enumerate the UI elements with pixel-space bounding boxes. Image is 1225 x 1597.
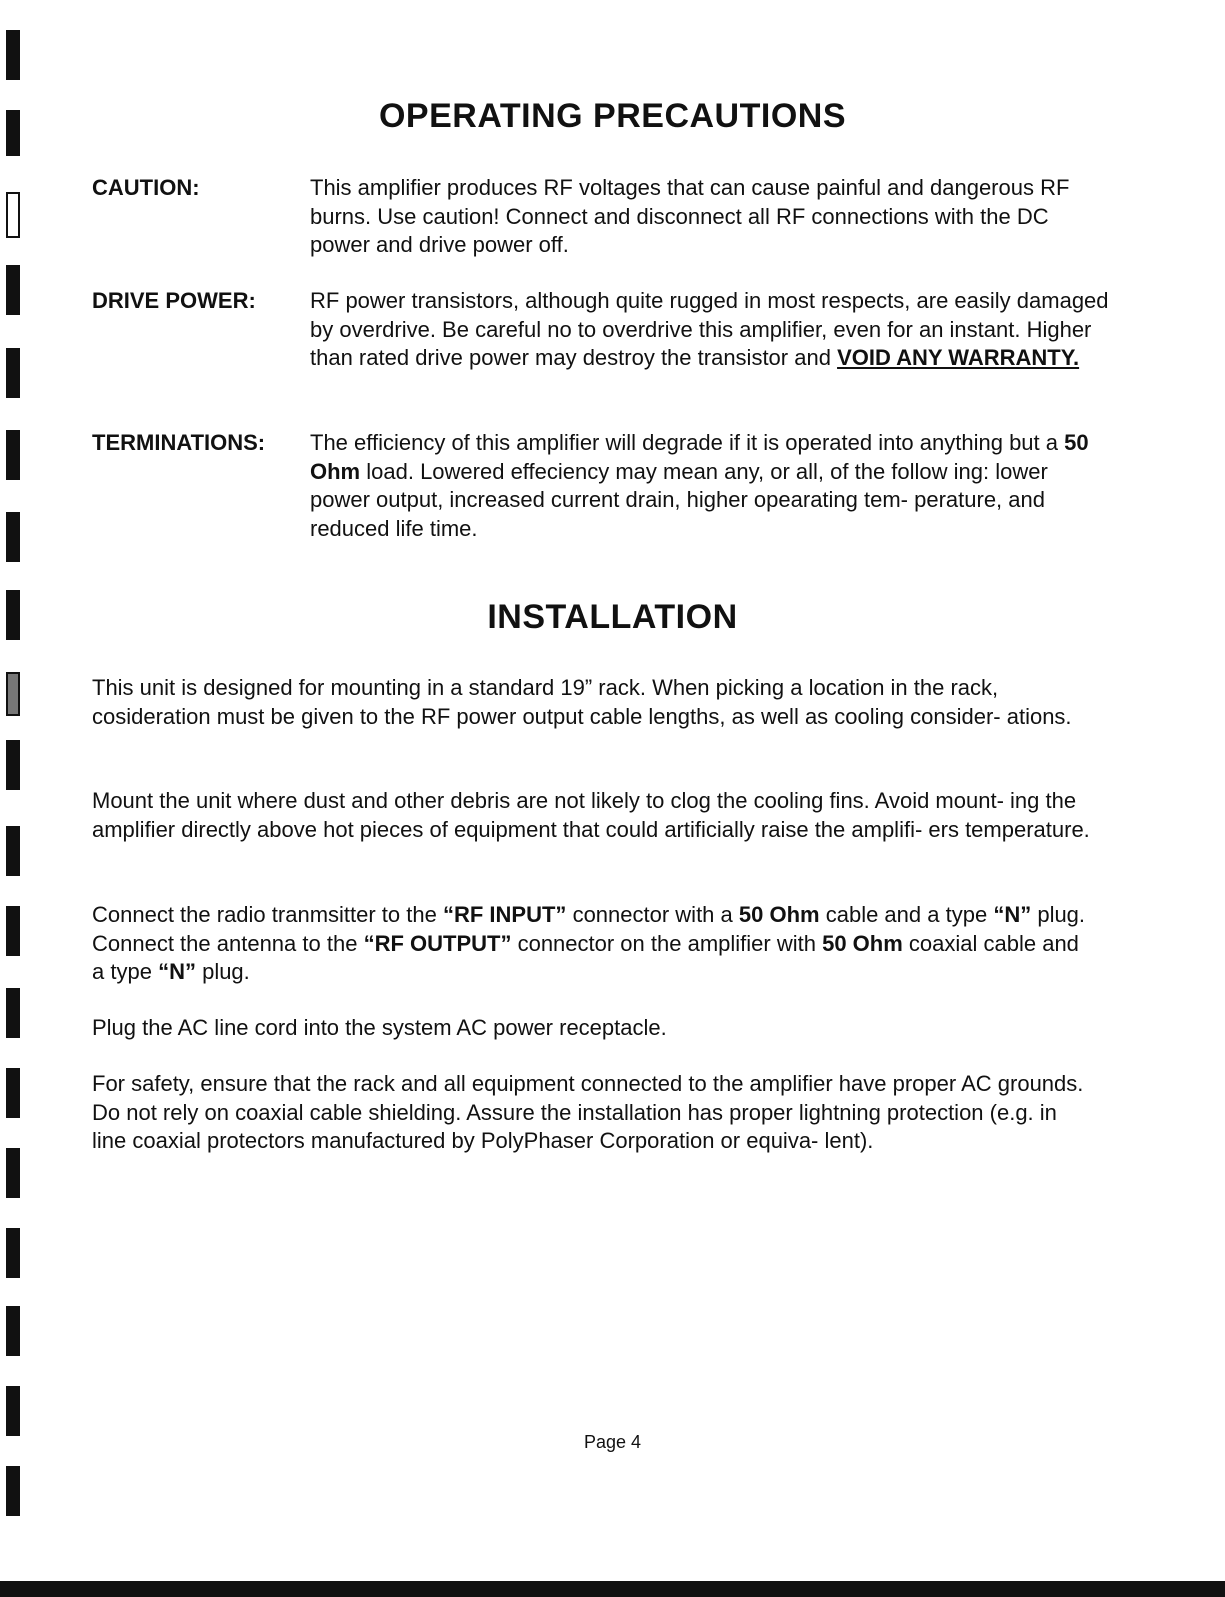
text-segment: load. Lowered effeciency may mean any, or all, of the follow ing: lower power output, increased current drain, higher opearating tem- perature, and reduced life time. xyxy=(310,458,1048,541)
binder-mark xyxy=(6,906,20,956)
binder-mark xyxy=(6,1466,20,1516)
impedance-value: 50 Ohm xyxy=(310,430,1089,484)
installation-paragraph-2: Mount the unit where dust and other debris are not likely to clog the cooling fins. Avoid mount- ing the amplifier directly above hot pieces of equipment that could artificially raise the amplifi- ers temperature. xyxy=(92,788,1090,842)
scan-edge-bar xyxy=(0,1581,1225,1597)
text-segment: plug. Connect the antenna to the xyxy=(92,902,1086,956)
precaution-label: TERMINATIONS: xyxy=(92,430,266,455)
binder-mark xyxy=(6,265,20,315)
binder-mark xyxy=(6,1148,20,1198)
warranty-warning: VOID ANY WARRANTY. xyxy=(837,345,1080,370)
heading-operating-precautions: OPERATING PRECAUTIONS xyxy=(378,97,846,135)
connector-name: “RF INPUT” xyxy=(442,902,567,927)
precaution-label: CAUTION: xyxy=(92,175,200,200)
impedance-value: 50 Ohm xyxy=(738,902,820,927)
binder-mark xyxy=(6,1228,20,1278)
precaution-text-body: RF power transistors, although quite rugged in most respects, are easily damaged by overdrive. Be careful no to overdrive this amplifier, even for an instant. Higher than rated drive power may destroy the transistor and xyxy=(310,288,1109,370)
installation-paragraph-1: This unit is designed for mounting in a standard 19” rack. When picking a location in the rack, cosideration must be given to the RF power output cable lengths, as well as cooling consider- ations. xyxy=(92,675,1072,729)
text-segment: Connect the radio tranmsitter to the xyxy=(92,902,437,927)
text-segment: coaxial cable and a type xyxy=(92,930,1079,984)
binder-mark xyxy=(6,30,20,80)
impedance-value: 50 Ohm xyxy=(822,930,903,956)
installation-paragraph-4: Plug the AC line cord into the system AC power receptacle. xyxy=(92,1015,667,1040)
page-number: Page 4 xyxy=(583,1432,642,1452)
binder-mark xyxy=(6,192,20,238)
binder-mark xyxy=(6,1306,20,1356)
text-segment: The efficiency of this amplifier will degrade if it is operated into anything but a xyxy=(310,430,1058,455)
binder-mark xyxy=(6,512,20,562)
precaution-text xyxy=(310,429,1110,543)
connector-name: “RF OUTPUT” xyxy=(363,930,512,956)
binder-mark xyxy=(6,740,20,790)
precaution-label: DRIVE POWER: xyxy=(92,288,256,313)
binder-mark xyxy=(6,988,20,1038)
binder-mark xyxy=(6,826,20,876)
precaution-text: This amplifier produces RF voltages that can cause painful and dangerous RF burns. Use caution! Connect and disconnect all RF connections with the DC power and drive power off. xyxy=(310,175,1070,257)
binder-hole-marks xyxy=(0,0,30,1597)
heading-installation: INSTALLATION xyxy=(487,598,738,636)
precaution-text xyxy=(310,287,1110,373)
binder-mark xyxy=(6,1386,20,1436)
installation-paragraph-3 xyxy=(92,901,1092,987)
text-segment: connector on the amplifier with xyxy=(517,930,816,956)
text-segment: cable and a type xyxy=(825,902,988,927)
binder-mark xyxy=(6,672,20,716)
installation-paragraph-5: For safety, ensure that the rack and all equipment connected to the amplifier have proper AC grounds. Do not rely on coaxial cable shielding. Assure the installation has proper lightning protection (e.g. in line coaxial protectors manufactured by PolyPhaser Corporation or equiva- lent). xyxy=(92,1071,1084,1153)
binder-mark xyxy=(6,1068,20,1118)
binder-mark xyxy=(6,348,20,398)
binder-mark xyxy=(6,430,20,480)
plug-type: “N” xyxy=(158,959,196,984)
plug-type: “N” xyxy=(993,902,1032,927)
text-segment: plug. xyxy=(202,959,250,984)
text-segment: connector with a xyxy=(572,902,733,927)
